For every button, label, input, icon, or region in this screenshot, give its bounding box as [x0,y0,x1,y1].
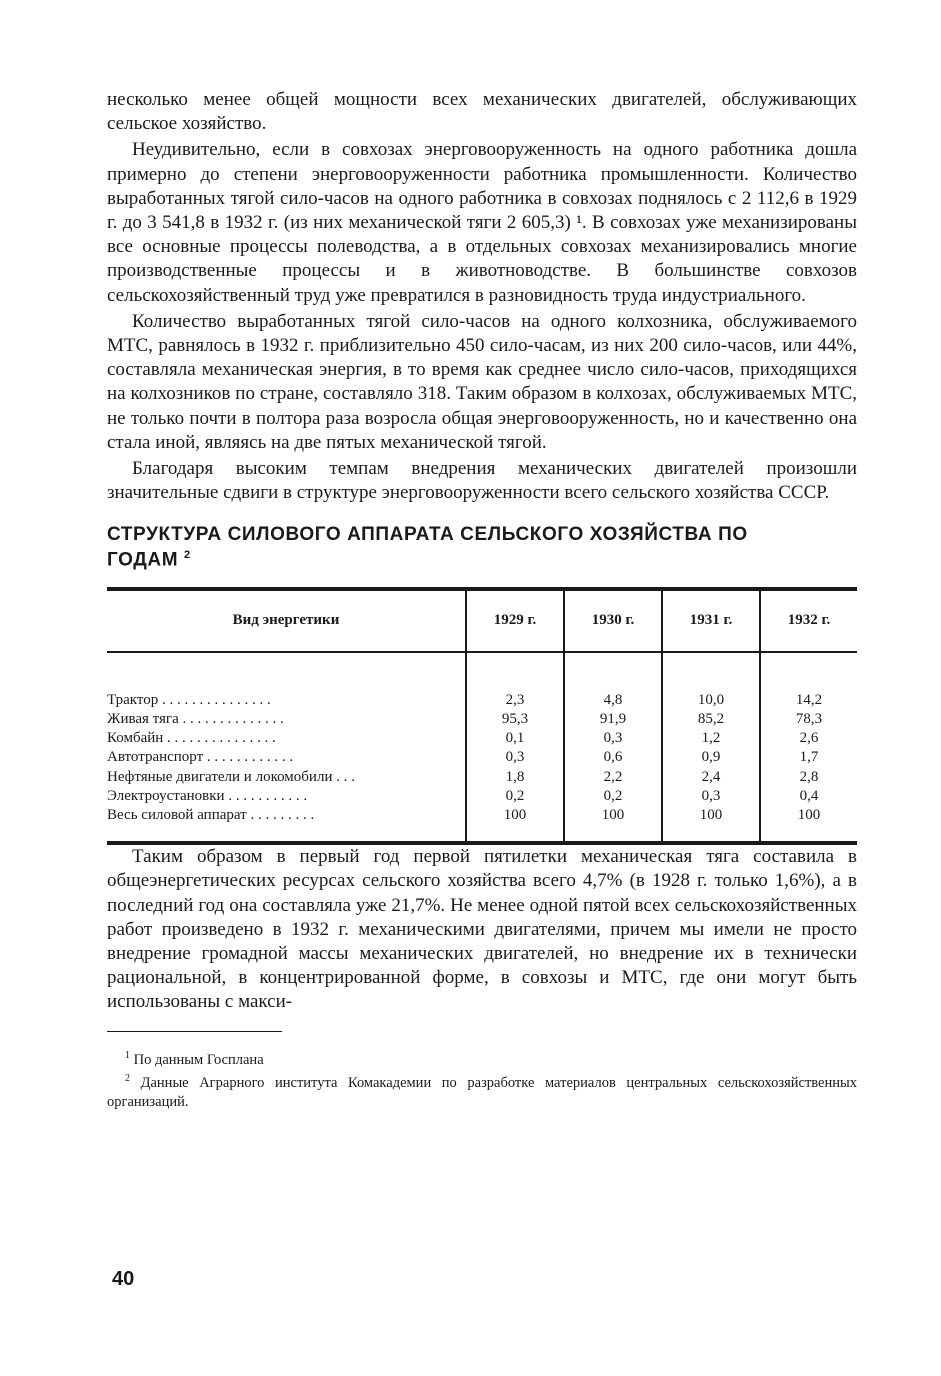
cell-1929: 0,3 [466,748,564,767]
footnote-divider [107,1031,282,1032]
row-label: Весь силовой аппарат . . . . . . . . . [107,807,315,823]
paragraph-1: несколько менее общей мощности всех механических двигателей, обслуживающих сельское хозяйство. [107,89,857,135]
cell-1930: 0,6 [564,748,662,767]
cell-1931: 10,0 [662,652,760,710]
header-energy-type: Вид энергетики [232,612,340,629]
cell-1930: 2,2 [564,768,662,787]
cell-1931: 2,4 [662,768,760,787]
paragraph-2: Неудивительно, если в совхозах энерговооруженность на одного работника дошла примерно до степени энерговооруженности работника промышленности. Количество выработанных тягой сило-часов на одного работника в совхозах поднялось с 2 112,6 в 1929 г. до 3 541,8 в 1932 г. (из них механической тяги 2 605,3) ¹. В совхозах уже механизированы все основные процессы полеводства, а в отдельных совхозах механизировались многие производственные процессы и в животноводстве. В большинстве совхозов сельскохозяйственный труд уже превратился в разновидность труда индустриального. [107,139,857,306]
table-row-total [107,806,857,843]
table-header-row [107,589,857,652]
cell-1932: 100 [760,806,857,843]
cell-1929: 2,3 [466,652,564,710]
page-content [107,88,857,1112]
cell-1932: 1,7 [760,748,857,767]
cell-1929: 1,8 [466,768,564,787]
row-label: Электроустановки . . . . . . . . . . . [107,787,308,804]
row-label: Трактор . . . . . . . . . . . . . . . [107,691,271,708]
header-1932: 1932 г. [760,589,857,652]
cell-1929: 100 [466,806,564,843]
table-title [107,525,807,570]
paragraph-5: Таким образом в первый год первой пятилетки механическая тяга составила в общеэнергетических ресурсах сельского хозяйства всего 4,7% (в 1928 г. только 1,6%), а в последний год она составляла уже 21,7%. Не менее одной пятой всех сельскохозяйственных работ произведено в 1932 г. механическими двигателями, причем мы имели не просто внедрение громадной массы механических двигателей, но внедрение их в технически рациональной, в концентрированной форме, в совхозы и МТС, где они могут быть использованы с макси- [107,846,857,1013]
footnote-1 [107,1046,857,1070]
header-1931: 1931 г. [662,589,760,652]
table-title-text: СТРУКТУРА СИЛОВОГО АППАРАТА СЕЛЬСКОГО ХОЗЯЙСТВА ПО ГОДАМ [107,524,748,571]
footnote-1-mark: 1 [125,1049,130,1061]
cell-1930: 0,2 [564,787,662,806]
cell-1931: 0,3 [662,787,760,806]
row-label: Живая тяга . . . . . . . . . . . . . . [107,710,284,727]
paragraph-4: Благодаря высоким темпам внедрения механических двигателей произошли значительные сдвиги в структуре энерговооруженности всего сельского хозяйства СССР. [107,458,857,504]
row-label: Комбайн . . . . . . . . . . . . . . . [107,730,276,747]
header-1930: 1930 г. [564,589,662,652]
cell-1930: 0,3 [564,729,662,748]
cell-1932: 14,2 [760,652,857,710]
table-row [107,768,857,787]
table-row [107,710,857,729]
cell-1931: 85,2 [662,710,760,729]
footnote-1-text: По данным Госплана [133,1051,264,1068]
table-row [107,787,857,806]
cell-1931: 0,9 [662,748,760,767]
footnote-2-text: Данные Аграрного института Комакадемии по разработке материалов центральных сельскохозяйственных организаций. [107,1075,857,1111]
table-row [107,729,857,748]
energy-structure-table [107,587,857,845]
cell-1931: 100 [662,806,760,843]
cell-1929: 0,1 [466,729,564,748]
cell-1932: 0,4 [760,787,857,806]
cell-1932: 2,8 [760,768,857,787]
footnote-2-mark: 2 [125,1073,130,1085]
page-number: 40 [112,1268,135,1290]
header-1929: 1929 г. [466,589,564,652]
cell-1930: 91,9 [564,710,662,729]
table-row [107,748,857,767]
cell-1930: 4,8 [564,652,662,710]
cell-1931: 1,2 [662,729,760,748]
cell-1932: 2,6 [760,729,857,748]
table-title-footnote-mark: 2 [184,549,191,562]
cell-1930: 100 [564,806,662,843]
paragraph-3: Количество выработанных тягой сило-часов на одного колхозника, обслуживаемого МТС, равнялось в 1932 г. приблизительно 450 сило-часам, из них 200 сило-часов, или 44%, составляла механическая энергия, в то время как среднее число сило-часов, приходящихся на колхозников по стране, составляло 318. Таким образом в колхозах, обслуживаемых МТС, не только почти в полтора раза возросла общая энерговооруженность, но и качественно она стала иной, являясь на две пятых механической тягой. [107,310,857,453]
cell-1929: 0,2 [466,787,564,806]
row-label: Нефтяные двигатели и локомобили . . . [107,768,355,785]
cell-1932: 78,3 [760,710,857,729]
cell-1929: 95,3 [466,710,564,729]
row-label: Автотранспорт . . . . . . . . . . . . [107,749,294,766]
footnote-2 [107,1069,857,1112]
table-row [107,652,857,710]
